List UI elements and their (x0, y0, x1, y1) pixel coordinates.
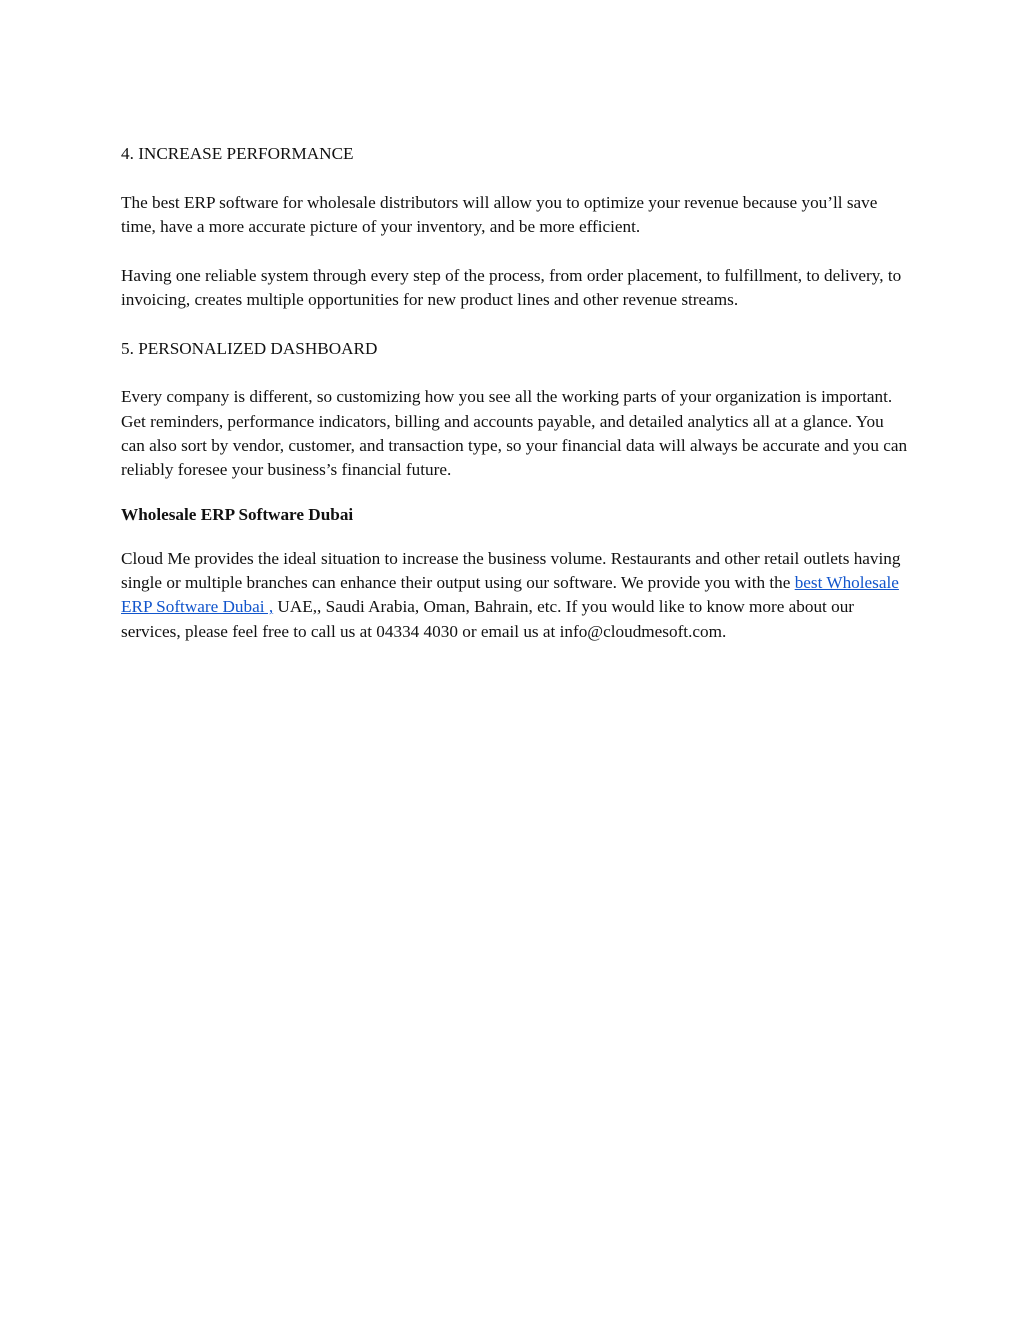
spacer (121, 312, 911, 336)
section-5-heading: 5. PERSONALIZED DASHBOARD (121, 338, 378, 358)
wholesale-erp-dubai-link[interactable]: best Wholesale ERP Software Dubai , (121, 573, 899, 617)
spacer (121, 239, 911, 263)
spacer (121, 361, 911, 385)
section-4-paragraph-1: The best ERP software for wholesale distributors will allow you to optimize your revenue because you’ll save time, have a more accurate picture of your inventory, and be more efficient. (121, 192, 878, 236)
dubai-paragraph (121, 547, 911, 644)
dubai-text-after-link: UAE,, Saudi Arabia, Oman, Bahrain, etc. If you would like to know more about our services, please feel free to call us at 04334 4030 or email us at info@cloudmesoft.com. (121, 597, 855, 641)
spacer (121, 483, 911, 503)
section-5-paragraph-1: Every company is different, so customizing how you see all the working parts of your organization is important. Get reminders, performance indicators, billing and accounts payable, and detailed analytics all at a glance. You can also sort by vendor, customer, and transaction type, so your financial data will always be accurate and you can reliably foresee your business’s financial future. (121, 387, 908, 480)
spacer (121, 527, 911, 547)
document-page (121, 142, 911, 644)
dubai-text-before-link: Cloud Me provides the ideal situation to increase the business volume. Restaurants and other retail outlets having single or multiple branches can enhance their output using our software. We provide you with the (121, 548, 901, 593)
dubai-heading: Wholesale ERP Software Dubai (121, 504, 354, 524)
section-4-heading: 4. INCREASE PERFORMANCE (121, 144, 354, 163)
section-4-paragraph-2: Having one reliable system through every step of the process, from order placement, to fulfillment, to delivery, to invoicing, creates multiple opportunities for new product lines and other revenue streams. (121, 265, 902, 309)
spacer (121, 166, 911, 190)
